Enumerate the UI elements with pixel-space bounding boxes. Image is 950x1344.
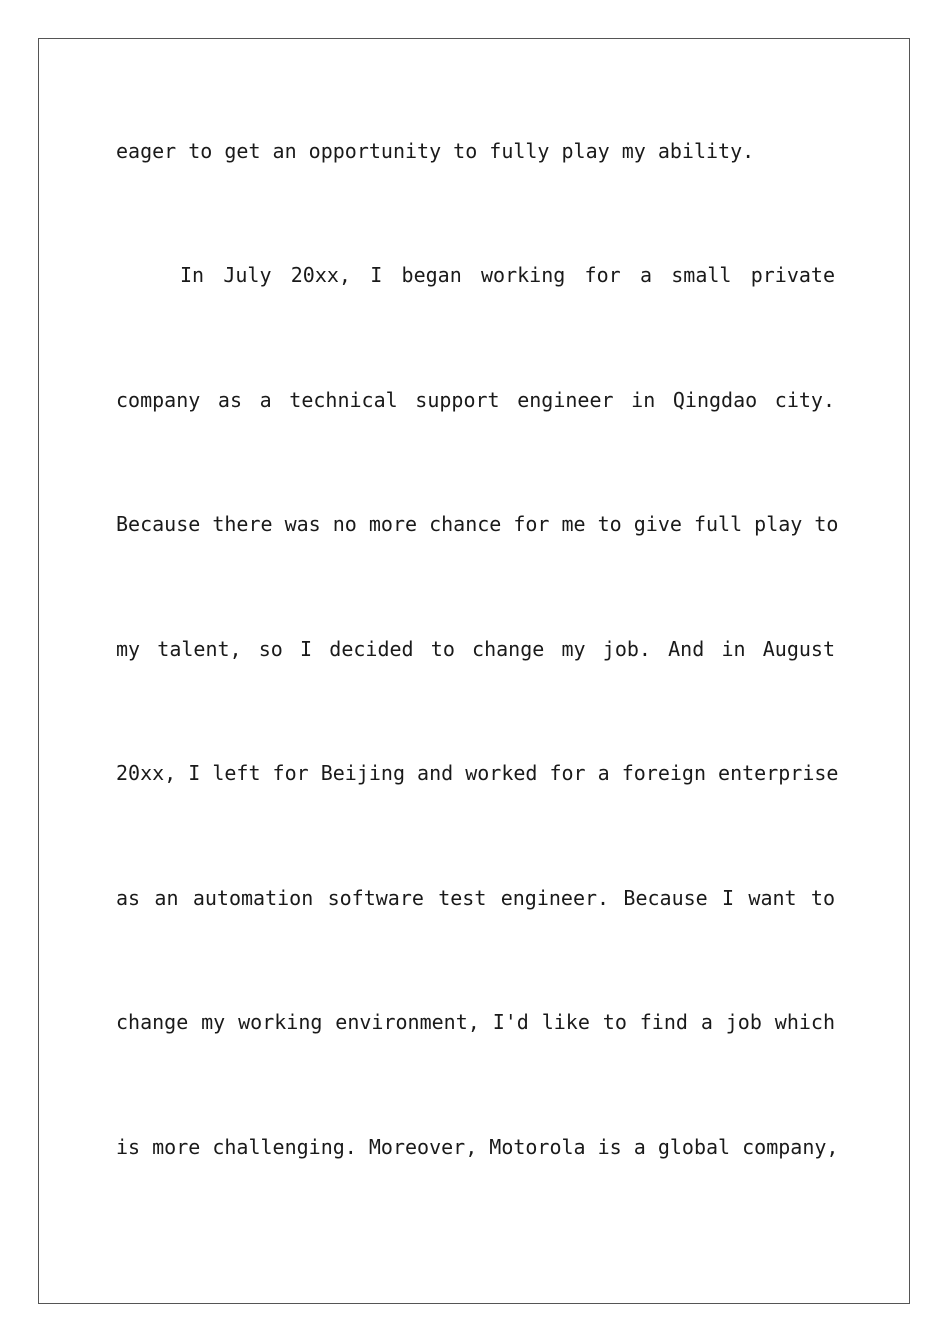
- text-line-6: 20xx, I left for Beijing and worked for a foreign enterprise: [116, 761, 839, 785]
- text-line-2: In July 20xx, I began working for a small private: [180, 263, 835, 287]
- text-line-1: eager to get an opportunity to fully play my ability.: [116, 139, 755, 163]
- text-line-5: my talent, so I decided to change my job. And in August: [116, 637, 835, 661]
- text-line-4: Because there was no more chance for me to give full play to: [116, 512, 839, 536]
- document-page: [38, 38, 910, 1304]
- text-line-9: is more challenging. Moreover, Motorola is a global company,: [116, 1135, 839, 1159]
- text-line-8: change my working environment, I'd like to find a job which: [116, 1010, 835, 1034]
- text-line-7: as an automation software test engineer. Because I want to: [116, 886, 835, 910]
- text-line-3: company as a technical support engineer in Qingdao city.: [116, 388, 835, 412]
